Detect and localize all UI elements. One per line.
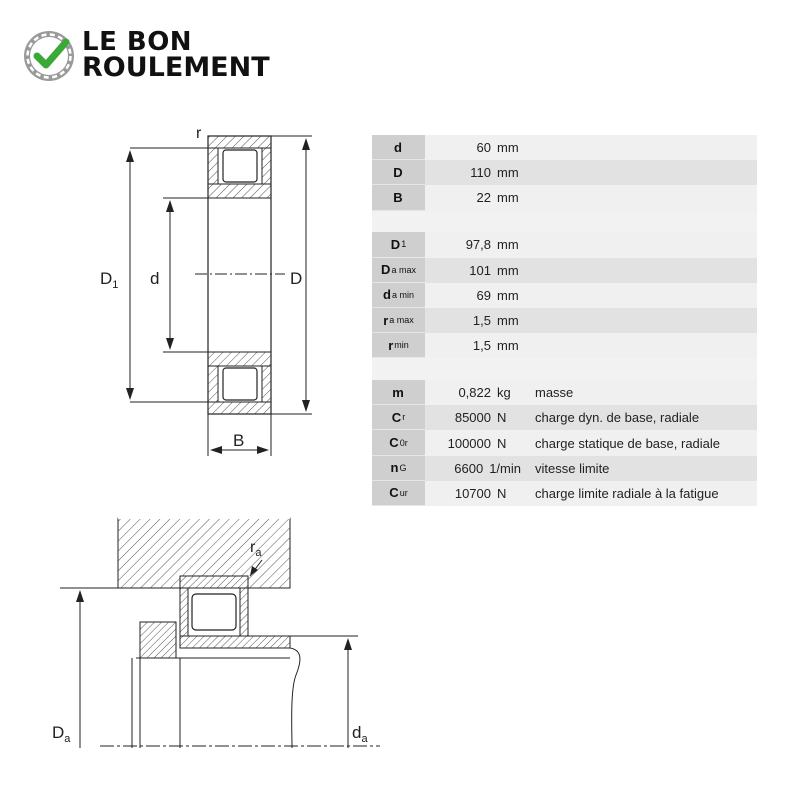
spec-value: 10700 N: [425, 481, 525, 506]
label-ra: $r_a$: [250, 539, 262, 559]
spec-description: [525, 232, 757, 257]
spec-symbol: m: [372, 380, 425, 405]
spec-symbol: d a min: [372, 283, 425, 308]
spec-symbol: r a max: [372, 308, 425, 333]
spec-symbol: n G: [372, 456, 425, 481]
spec-spacer: [372, 358, 757, 380]
label-d: d: [150, 269, 160, 288]
spec-value: 6600 1/min: [425, 456, 525, 481]
spec-value: 0,822 kg: [425, 380, 525, 405]
brand-name-line2: ROULEMENT: [82, 52, 270, 83]
spec-value: 97,8 mm: [425, 232, 525, 257]
bearing-cross-section-drawing: [90, 120, 330, 460]
spec-row-D: [372, 160, 757, 185]
spec-row-C0r: [372, 430, 757, 455]
spec-row-da-min: [372, 283, 757, 308]
spec-row-rmin: [372, 333, 757, 358]
spec-row-B: [372, 185, 757, 210]
spec-symbol: B: [372, 185, 425, 210]
spec-description: [525, 308, 757, 333]
brand-logo: [22, 28, 302, 88]
spec-description: charge limite radiale à la fatigue: [525, 481, 757, 506]
spec-description: [525, 333, 757, 358]
spec-value: 110 mm: [425, 160, 525, 185]
spec-row-m: [372, 380, 757, 405]
spec-row-Cur: [372, 481, 757, 506]
spec-symbol: C r: [372, 405, 425, 430]
spec-row-d: [372, 135, 757, 160]
spec-row-D1: [372, 232, 757, 257]
spec-spacer: [372, 211, 757, 233]
spec-symbol: r min: [372, 333, 425, 358]
spec-description: [525, 283, 757, 308]
spec-table: [372, 135, 757, 506]
bearing-check-logo-icon: [22, 28, 78, 84]
spec-value: 22 mm: [425, 185, 525, 210]
spec-symbol: d: [372, 135, 425, 160]
spec-description: [525, 135, 757, 160]
spec-row-Cr: [372, 405, 757, 430]
spec-value: 1,5 mm: [425, 308, 525, 333]
spec-value: 85000 N: [425, 405, 525, 430]
spec-row-nG: [372, 456, 757, 481]
label-D: D: [290, 269, 303, 288]
spec-symbol: C 0r: [372, 430, 425, 455]
spec-description: masse: [525, 380, 757, 405]
label-r: r: [196, 125, 202, 142]
mounting-drawing: [40, 510, 390, 780]
spec-description: [525, 160, 757, 185]
spec-value: 69 mm: [425, 283, 525, 308]
spec-row-ra-max: [372, 308, 757, 333]
brand-name-line1: LE BON: [82, 27, 193, 57]
spec-value: 60 mm: [425, 135, 525, 160]
spec-row-Da-max: [372, 258, 757, 283]
spec-description: charge statique de base, radiale: [525, 430, 757, 455]
spec-symbol: D 1: [372, 232, 425, 257]
spec-description: [525, 258, 757, 283]
label-B: B: [233, 431, 245, 450]
label-da: $d_a$: [352, 723, 368, 745]
label-D1: $D_1$: [100, 269, 119, 291]
spec-description: [525, 185, 757, 210]
spec-description: vitesse limite: [525, 456, 757, 481]
spec-symbol: D a max: [372, 258, 425, 283]
spec-value: 101 mm: [425, 258, 525, 283]
spec-symbol: D: [372, 160, 425, 185]
spec-value: 1,5 mm: [425, 333, 525, 358]
label-Da: $D_a$: [52, 723, 71, 745]
spec-description: charge dyn. de base, radiale: [525, 405, 757, 430]
spec-symbol: C ur: [372, 481, 425, 506]
spec-value: 100000 N: [425, 430, 525, 455]
